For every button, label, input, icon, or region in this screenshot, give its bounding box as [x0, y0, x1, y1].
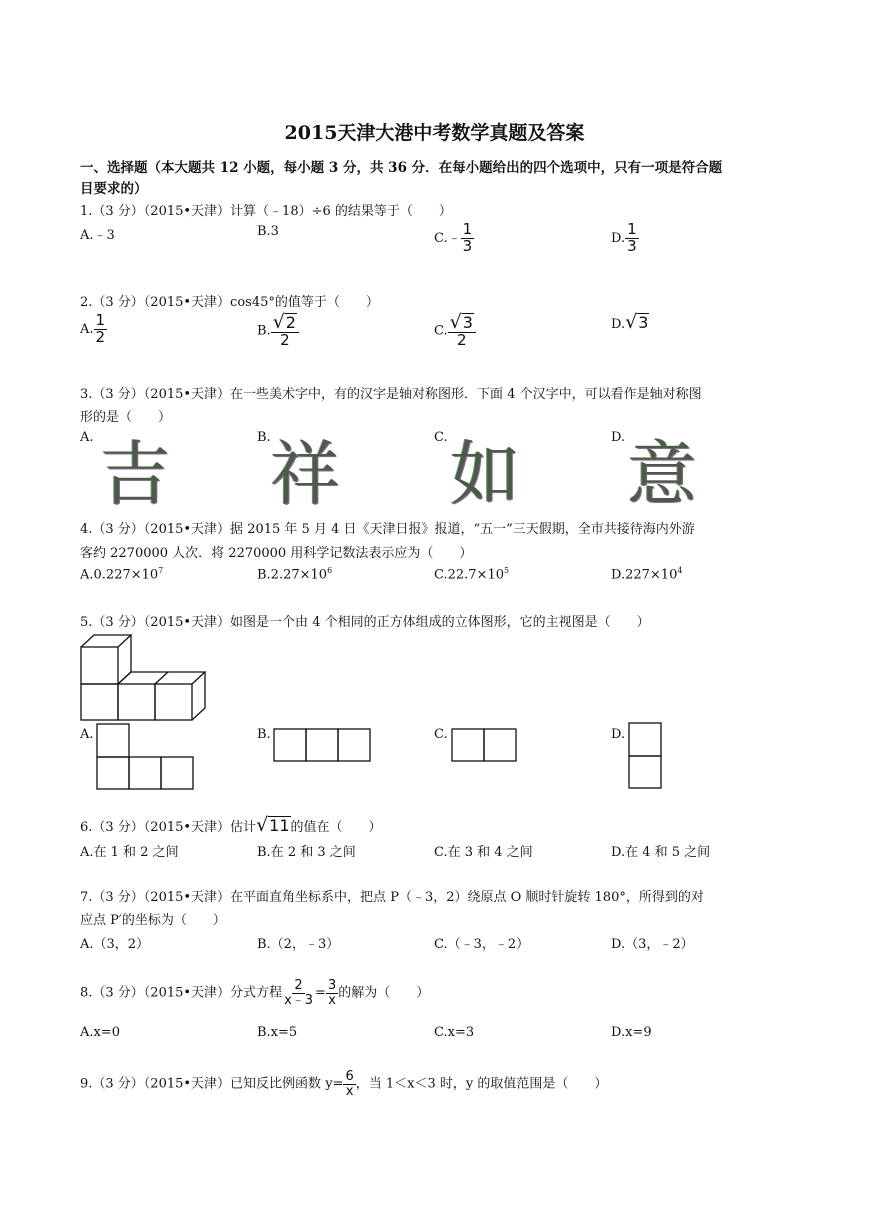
q5-option-a-label: A. — [80, 727, 94, 742]
q8-option-d: D.x=9 — [611, 1025, 652, 1040]
q3-text-line1: 3.（3 分）（2015•天津）在一些美术字中，有的汉字是轴对称图形．下面 4 个汉字中，可以看作是轴对称图 — [80, 387, 702, 402]
fraction-numerator: 1 — [627, 220, 637, 238]
q7-option-a: A.（3，2） — [80, 937, 150, 952]
sqrt-symbol: √ 3 — [449, 311, 473, 333]
q3-char-ru: 如 — [450, 433, 520, 515]
fraction-numerator: 1 — [95, 311, 106, 329]
q2-option-c — [434, 313, 476, 349]
sqrt-symbol: √ 11 — [256, 814, 290, 836]
q1-option-d — [611, 222, 639, 255]
q2-option-b-fraction — [271, 313, 299, 349]
q7-option-d: D.（3，﹣2） — [611, 937, 694, 952]
q1-option-d-fraction — [625, 222, 639, 255]
q3-char-xiang: 祥 — [270, 433, 340, 515]
q4-option-a: $A.0.227\times 10^7$ — [80, 566, 164, 583]
section-header-line2: 目要求的） — [80, 181, 148, 197]
q1-option-c-prefix: C.﹣ — [434, 230, 461, 246]
q4-option-c: $C.22.7\times 10^5$ — [434, 566, 510, 583]
fraction-denominator: 3 — [462, 236, 473, 255]
fraction-numerator: 1 — [462, 220, 473, 238]
q3-text-line2: 形的是（ ） — [80, 410, 172, 425]
q5-option-b-figure — [272, 727, 374, 764]
q7-text-line1: 7.（3 分）（2015•天津）在平面直角坐标系中，把点 P（﹣3，2）绕原点 O 顺时针旋转 180°，所得到的对 — [80, 890, 704, 905]
q1-text: 1.（3 分）（2015•天津）计算（﹣18）÷6 的结果等于（ ） — [80, 204, 452, 219]
q7-option-b: B.（2，﹣3） — [257, 937, 340, 952]
document-title: 2015天津大港中考数学真题及答案 — [284, 122, 585, 144]
q2-option-b — [257, 313, 299, 349]
q2-option-a — [80, 313, 107, 346]
q2-option-d — [611, 313, 649, 332]
q8-option-a: A.x=0 — [80, 1025, 121, 1040]
fraction-denominator: 3 — [627, 236, 637, 255]
q6-option-c: C.在 3 和 4 之间 — [434, 845, 533, 860]
q4-option-b: $B.2.27\times 10^6$ — [257, 566, 333, 583]
q3-option-b-label: B. — [257, 430, 271, 445]
q3-option-d-label: D. — [611, 430, 626, 445]
q5-option-b-label: B. — [257, 727, 271, 742]
q2-option-c-fraction — [448, 313, 476, 349]
q6-option-d: D.在 4 和 5 之间 — [611, 845, 711, 860]
q7-option-c: C.（﹣3，﹣2） — [434, 937, 530, 952]
q6-option-b: B.在 2 和 3 之间 — [257, 845, 356, 860]
q2-option-c-prefix: C. — [434, 323, 448, 339]
q2-option-d-prefix: D. — [611, 317, 626, 332]
q6-option-a: A.在 1 和 2 之间 — [80, 845, 179, 860]
q1-option-b: B.3 — [257, 224, 279, 239]
q5-solid-figure — [78, 632, 208, 724]
fraction-denominator: 2 — [280, 331, 290, 349]
q5-option-a-figure — [95, 722, 195, 792]
q5-option-d-label: D. — [611, 727, 626, 742]
section-header-line1: 一、选择题（本大题共 12 小题，每小题 3 分，共 36 分．在每小题给出的四个选项中，只有一项是符合题 — [80, 160, 723, 176]
q2-text: 2.（3 分）（2015•天津）cos45°的值等于（ ） — [80, 295, 379, 310]
q8-text: 8.（3 分）（2015•天津）分式方程 $\frac{2}{x﹣3}$ = $\frac{3}{x}$ 的解为（ ） — [80, 978, 430, 1008]
q1-option-c — [434, 222, 474, 255]
q2-option-a-prefix: A. — [80, 321, 94, 337]
sqrt-symbol: √ 3 — [625, 311, 649, 333]
q4-text-line2: 客约 2270000 人次．将 2270000 用科学记数法表示应为（ ） — [80, 546, 473, 561]
q8-option-b: B.x=5 — [257, 1025, 298, 1040]
fraction-denominator: 2 — [95, 327, 106, 346]
q4-text-line1: 4.（3 分）（2015•天津）据 2015 年 5 月 4 日《天津日报》报道，“五一”三天假期，全市共接待海内外游 — [80, 522, 695, 537]
q3-char-yi: 意 — [627, 433, 697, 515]
sqrt-symbol: √ 2 — [272, 311, 296, 333]
q2-option-a-fraction — [94, 313, 108, 346]
q1-option-c-fraction — [461, 222, 475, 255]
q9-text: 9.（3 分）（2015•天津）已知反比例函数 y= $\frac{6}{x}$ ，当 1＜x＜3 时，y 的取值范围是（ ） — [80, 1069, 608, 1099]
q3-option-a-label: A. — [80, 430, 94, 445]
q5-option-d-figure — [627, 721, 664, 791]
q2-option-b-prefix: B. — [257, 323, 271, 339]
q5-option-c-label: C. — [434, 727, 448, 742]
q8-option-c: C.x=3 — [434, 1025, 475, 1040]
q5-option-c-figure — [450, 727, 520, 764]
q6-text: 6.（3 分）（2015•天津）估计 √ 11 的值在（ ） — [80, 814, 382, 836]
q3-char-ji: 吉 — [100, 433, 170, 515]
q4-option-d: $D.227\times 10^4$ — [611, 566, 683, 583]
q1-option-d-prefix: D. — [611, 230, 626, 246]
fraction-denominator: 2 — [457, 331, 467, 349]
q8-fraction-right: $\frac{3}{x}$ — [327, 978, 337, 1008]
q3-option-c-label: C. — [434, 430, 448, 445]
q9-fraction: $\frac{6}{x}$ — [345, 1069, 354, 1099]
q5-text: 5.（3 分）（2015•天津）如图是一个由 4 个相同的正方体组成的立体图形，它的主视图是（ ） — [80, 615, 650, 630]
q7-text-line2: 应点 P′的坐标为（ ） — [80, 913, 226, 928]
q8-fraction-left: $\frac{2}{x﹣3}$ — [284, 978, 314, 1008]
q1-option-a: A.﹣3 — [80, 228, 115, 243]
